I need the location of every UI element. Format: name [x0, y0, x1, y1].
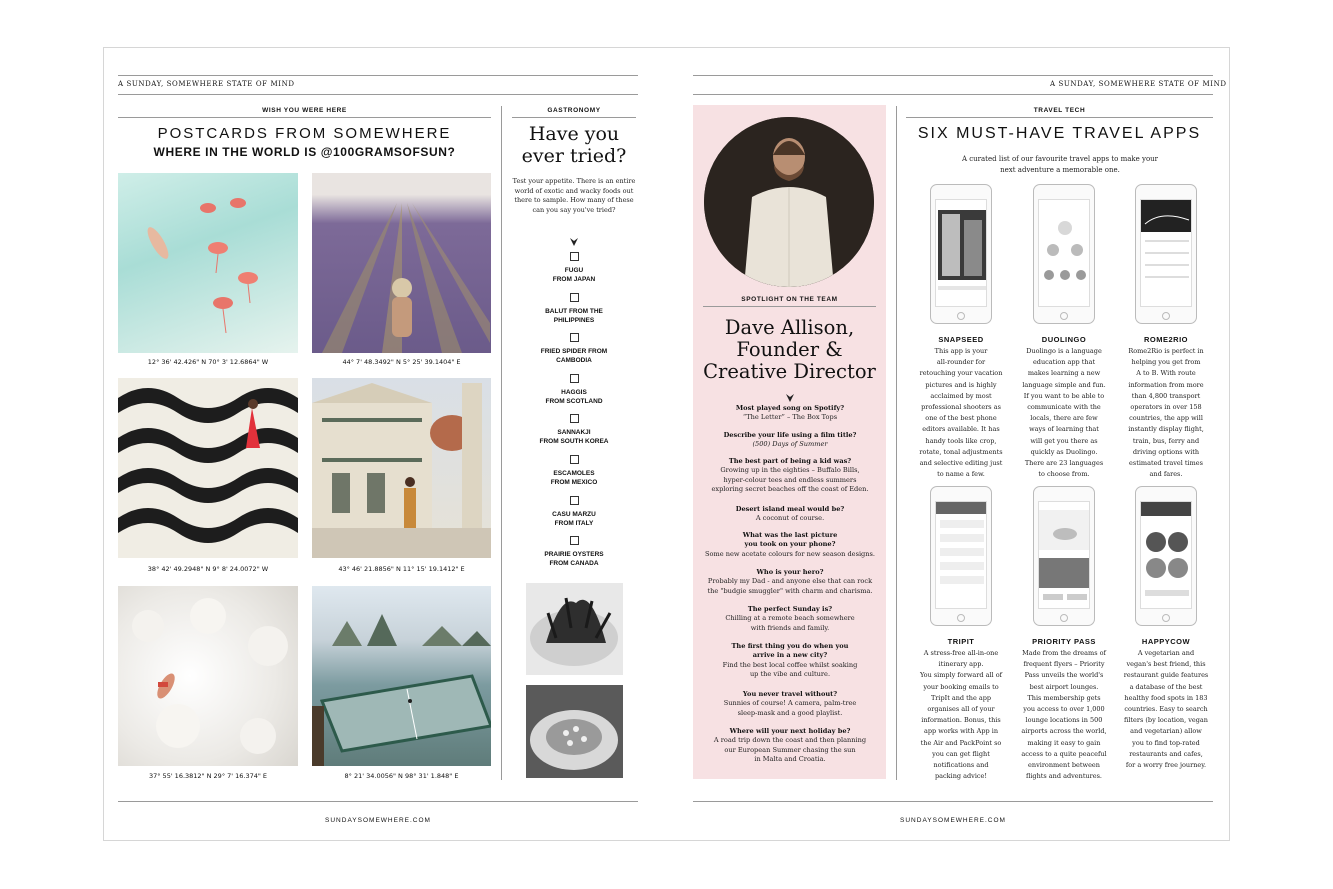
qa-question: You never travel without? [742, 690, 838, 698]
section-label-gastronomy: GASTRONOMY [547, 107, 601, 114]
app-description: Duolingo is a language education app that makes learning a new language simple and fun. If you want to be able to communicate with the locals, there are few ways of learning that will get you there as quickly as Duolingo. There are 23 languages to choose from. [1022, 347, 1106, 479]
gastronomy-rule [512, 117, 636, 118]
section-label-spotlight: SPOTLIGHT ON THE TEAM [741, 296, 838, 303]
app-screenshot [1135, 486, 1197, 626]
app-description: This app is your all-rounder for retouching your vacation pictures and is highly acclaimed by most professional shooters as one of the best phone editors available. It has handy tools like crop, rotate, tonal adjustments and selective editing just to name a few. [919, 347, 1003, 479]
qa-answer: Sunnies of course! A camera, palm-tree sleep-mask and a good playlist. [723, 699, 857, 717]
section-label-travel-tech: TRAVEL TECH [1033, 107, 1086, 114]
running-header-right: A SUNDAY, SOMEWHERE STATE OF MIND [1050, 80, 1227, 88]
photo-fried-spider [526, 583, 623, 675]
food-label: CASU MARZU FROM ITALY [552, 510, 596, 527]
travel-tech-rule [906, 117, 1213, 118]
home-button-icon [1162, 614, 1170, 622]
qa-answer: Chilling at a remote beach somewhere with friends and family. [725, 614, 855, 632]
app-name: ROME2RIO [1143, 335, 1188, 344]
app-screenshot [1135, 184, 1197, 324]
coords-5: 37° 55' 16.3812" N 29° 7' 16.374" E [148, 772, 268, 780]
coords-3: 38° 42' 49.2948" N 9° 8' 24.0072" W [147, 565, 269, 573]
app-description: Made from the dreams of frequent flyers – Priority Pass unveils the world's best airport lounges. This membership gets you access to over 1,000 lounge locations in 500 airports across the world, making it easy to gain access to a quite peaceful environment between flights and adventures. [1021, 649, 1107, 781]
coords-1: 12° 36' 42.426" N 70° 3' 12.6864" W [147, 358, 269, 366]
qa-answer: (500) Days of Summer [752, 440, 828, 449]
footer-rule-right [693, 801, 1213, 802]
qa-question: Most played song on Spotify? [735, 404, 845, 412]
qa-answer: Probably my Dad - and anyone else that can rock the "budgie smuggler" with charm and charisma. [707, 577, 873, 595]
header-rule-top-right [693, 75, 1213, 76]
app-screen [935, 501, 987, 609]
section-label-wish-you-were-here: WISH YOU WERE HERE [262, 107, 347, 114]
qa-answer: Find the best local coffee whilst soaking up the vibe and culture. [722, 660, 858, 679]
spotlight-name: Dave Allison, Founder & Creative Director [703, 316, 876, 383]
home-button-icon [1060, 312, 1068, 320]
qa-item [700, 404, 880, 423]
qa-item [700, 531, 880, 559]
app-screenshot [930, 486, 992, 626]
app-description: A vegetarian and vegan's best friend, this restaurant guide features a database of the best healthy food spots in 183 countries. Easy to search filters (by location, vegan and vegetarian) allow you to find top-rated restaurants and cafes, for a worry free journey. [1123, 649, 1209, 770]
qa-item [700, 642, 880, 680]
section-rule [118, 117, 491, 118]
app-name: SNAPSEED [938, 335, 984, 344]
qa-answer: A coconut of course. [755, 514, 825, 523]
food-label: FRIED SPIDER FROM CAMBODIA [540, 348, 608, 365]
food-checkbox[interactable] [570, 455, 579, 464]
qa-item [700, 457, 880, 495]
spotlight-rule [703, 306, 876, 307]
app-screen [935, 199, 987, 307]
app-screen [1140, 501, 1192, 609]
qa-item [700, 605, 880, 633]
qa-question: What was the last picture you took on your phone? [742, 531, 838, 549]
photo-flamingo-beach [118, 173, 298, 353]
gastronomy-intro: Test your appetite. There is an entire world of exotic and wacky foods out there to sample. How many of these can you say you've tried? [512, 177, 636, 214]
food-checkbox[interactable] [570, 374, 579, 383]
food-checkbox[interactable] [570, 496, 579, 505]
food-label: PRAIRIE OYSTERS FROM CANADA [544, 551, 604, 568]
app-screen [1140, 199, 1192, 307]
qa-question: Who is your hero? [756, 568, 824, 576]
header-rule-bottom-right [693, 94, 1213, 95]
app-screenshot [1033, 184, 1095, 324]
photo-florence-baptistery [312, 378, 491, 558]
food-checkbox[interactable] [570, 293, 579, 302]
qa-question: Desert island meal would be? [735, 505, 845, 513]
apps-intro: A curated list of our favourite travel apps to make your next adventure a memorable one. [961, 155, 1159, 174]
qa-answer: Some new acetate colours for new season designs. [704, 549, 876, 558]
gastronomy-title: Have you ever tried? [521, 123, 627, 167]
app-screen [1038, 199, 1090, 307]
app-screenshot [1033, 486, 1095, 626]
app-description: A stress-free all-in-one itinerary app. You simply forward all of your booking emails to TripIt and the app organises all of your information. Bonus, this app works with App in the Air and PackPoint so you can get flight notifications and packing advice! [919, 649, 1003, 781]
qa-question: The best part of being a kid was? [728, 457, 852, 465]
qa-answer: A road trip down the coast and then planning our European Summer chasing the sun in Malta and Croatia. [713, 736, 867, 764]
running-header-left: A SUNDAY, SOMEWHERE STATE OF MIND [118, 80, 295, 88]
home-button-icon [957, 614, 965, 622]
header-rule-bottom [118, 94, 638, 95]
app-name: HAPPYCOW [1141, 637, 1191, 646]
arrow-down-icon [785, 388, 795, 398]
header-rule-top [118, 75, 638, 76]
food-label: BALUT FROM THE PHILIPPINES [545, 307, 603, 324]
food-label: SANNAKJI FROM SOUTH KOREA [539, 429, 609, 446]
qa-item [700, 568, 880, 596]
food-checkbox[interactable] [570, 536, 579, 545]
photo-white-terraces [118, 586, 298, 766]
food-checkbox[interactable] [570, 252, 579, 261]
qa-item [700, 505, 880, 524]
photo-lavender-field [312, 173, 491, 353]
app-name: DUOLINGO [1041, 335, 1087, 344]
app-name: TRIPIT [947, 637, 975, 646]
postcards-title: POSTCARDS FROM SOMEWHERE [157, 125, 452, 142]
coords-4: 43° 46' 21.8856" N 11° 15' 19.1412" E [338, 565, 465, 573]
food-label: FUGU FROM JAPAN [552, 267, 596, 283]
apps-title: SIX MUST-HAVE TRAVEL APPS [917, 125, 1202, 142]
postcards-subtitle: WHERE IN THE WORLD IS @100GRAMSOFSUN? [153, 145, 456, 159]
app-screen [1038, 501, 1090, 609]
qa-answer: Growing up in the eighties – Buffalo Bills, hyper-colour tees and endless summers exploring secret beaches off the coast of Eden. [711, 466, 869, 494]
home-button-icon [957, 312, 965, 320]
footer-url-left[interactable]: SUNDAYSOMEWHERE.COM [325, 817, 431, 824]
app-description: Rome2Rio is perfect in helping you get from A to B. With route information from more than 4,800 transport operators in over 158 countries, the app will instantly display flight, train, bus, ferry and driving options with estimated travel times and fares. [1128, 347, 1204, 479]
coords-6: 8° 21' 34.0056" N 98° 31' 1.848" E [344, 772, 459, 780]
photo-floating-pitch [312, 586, 491, 766]
qa-question: The first thing you do when you arrive in a new city? [731, 642, 849, 660]
photo-escamoles [526, 685, 623, 778]
arrow-down-icon [569, 232, 579, 242]
app-screenshot [930, 184, 992, 324]
qa-question: Describe your life using a film title? [723, 431, 857, 439]
coords-2: 44° 7' 48.3492" N 5° 25' 39.1404" E [342, 358, 461, 366]
column-divider-right [896, 106, 897, 780]
app-name: PRIORITY PASS [1032, 637, 1096, 646]
qa-item [700, 727, 880, 765]
footer-rule-left [118, 801, 638, 802]
qa-answer: “The Letter” – The Box Tops [742, 413, 838, 422]
food-label: HAGGIS FROM SCOTLAND [545, 388, 603, 405]
photo-wave-pavement [118, 378, 298, 558]
qa-question: Where will your next holiday be? [729, 727, 851, 735]
portrait-photo [704, 117, 874, 287]
food-checkbox[interactable] [570, 414, 579, 423]
qa-item [700, 431, 880, 450]
food-checkbox[interactable] [570, 333, 579, 342]
qa-question: The perfect Sunday is? [747, 605, 833, 613]
home-button-icon [1060, 614, 1068, 622]
column-divider [501, 106, 502, 780]
food-label: ESCAMOLES FROM MEXICO [550, 470, 598, 486]
qa-item [700, 690, 880, 718]
footer-url-right[interactable]: SUNDAYSOMEWHERE.COM [900, 817, 1006, 824]
home-button-icon [1162, 312, 1170, 320]
